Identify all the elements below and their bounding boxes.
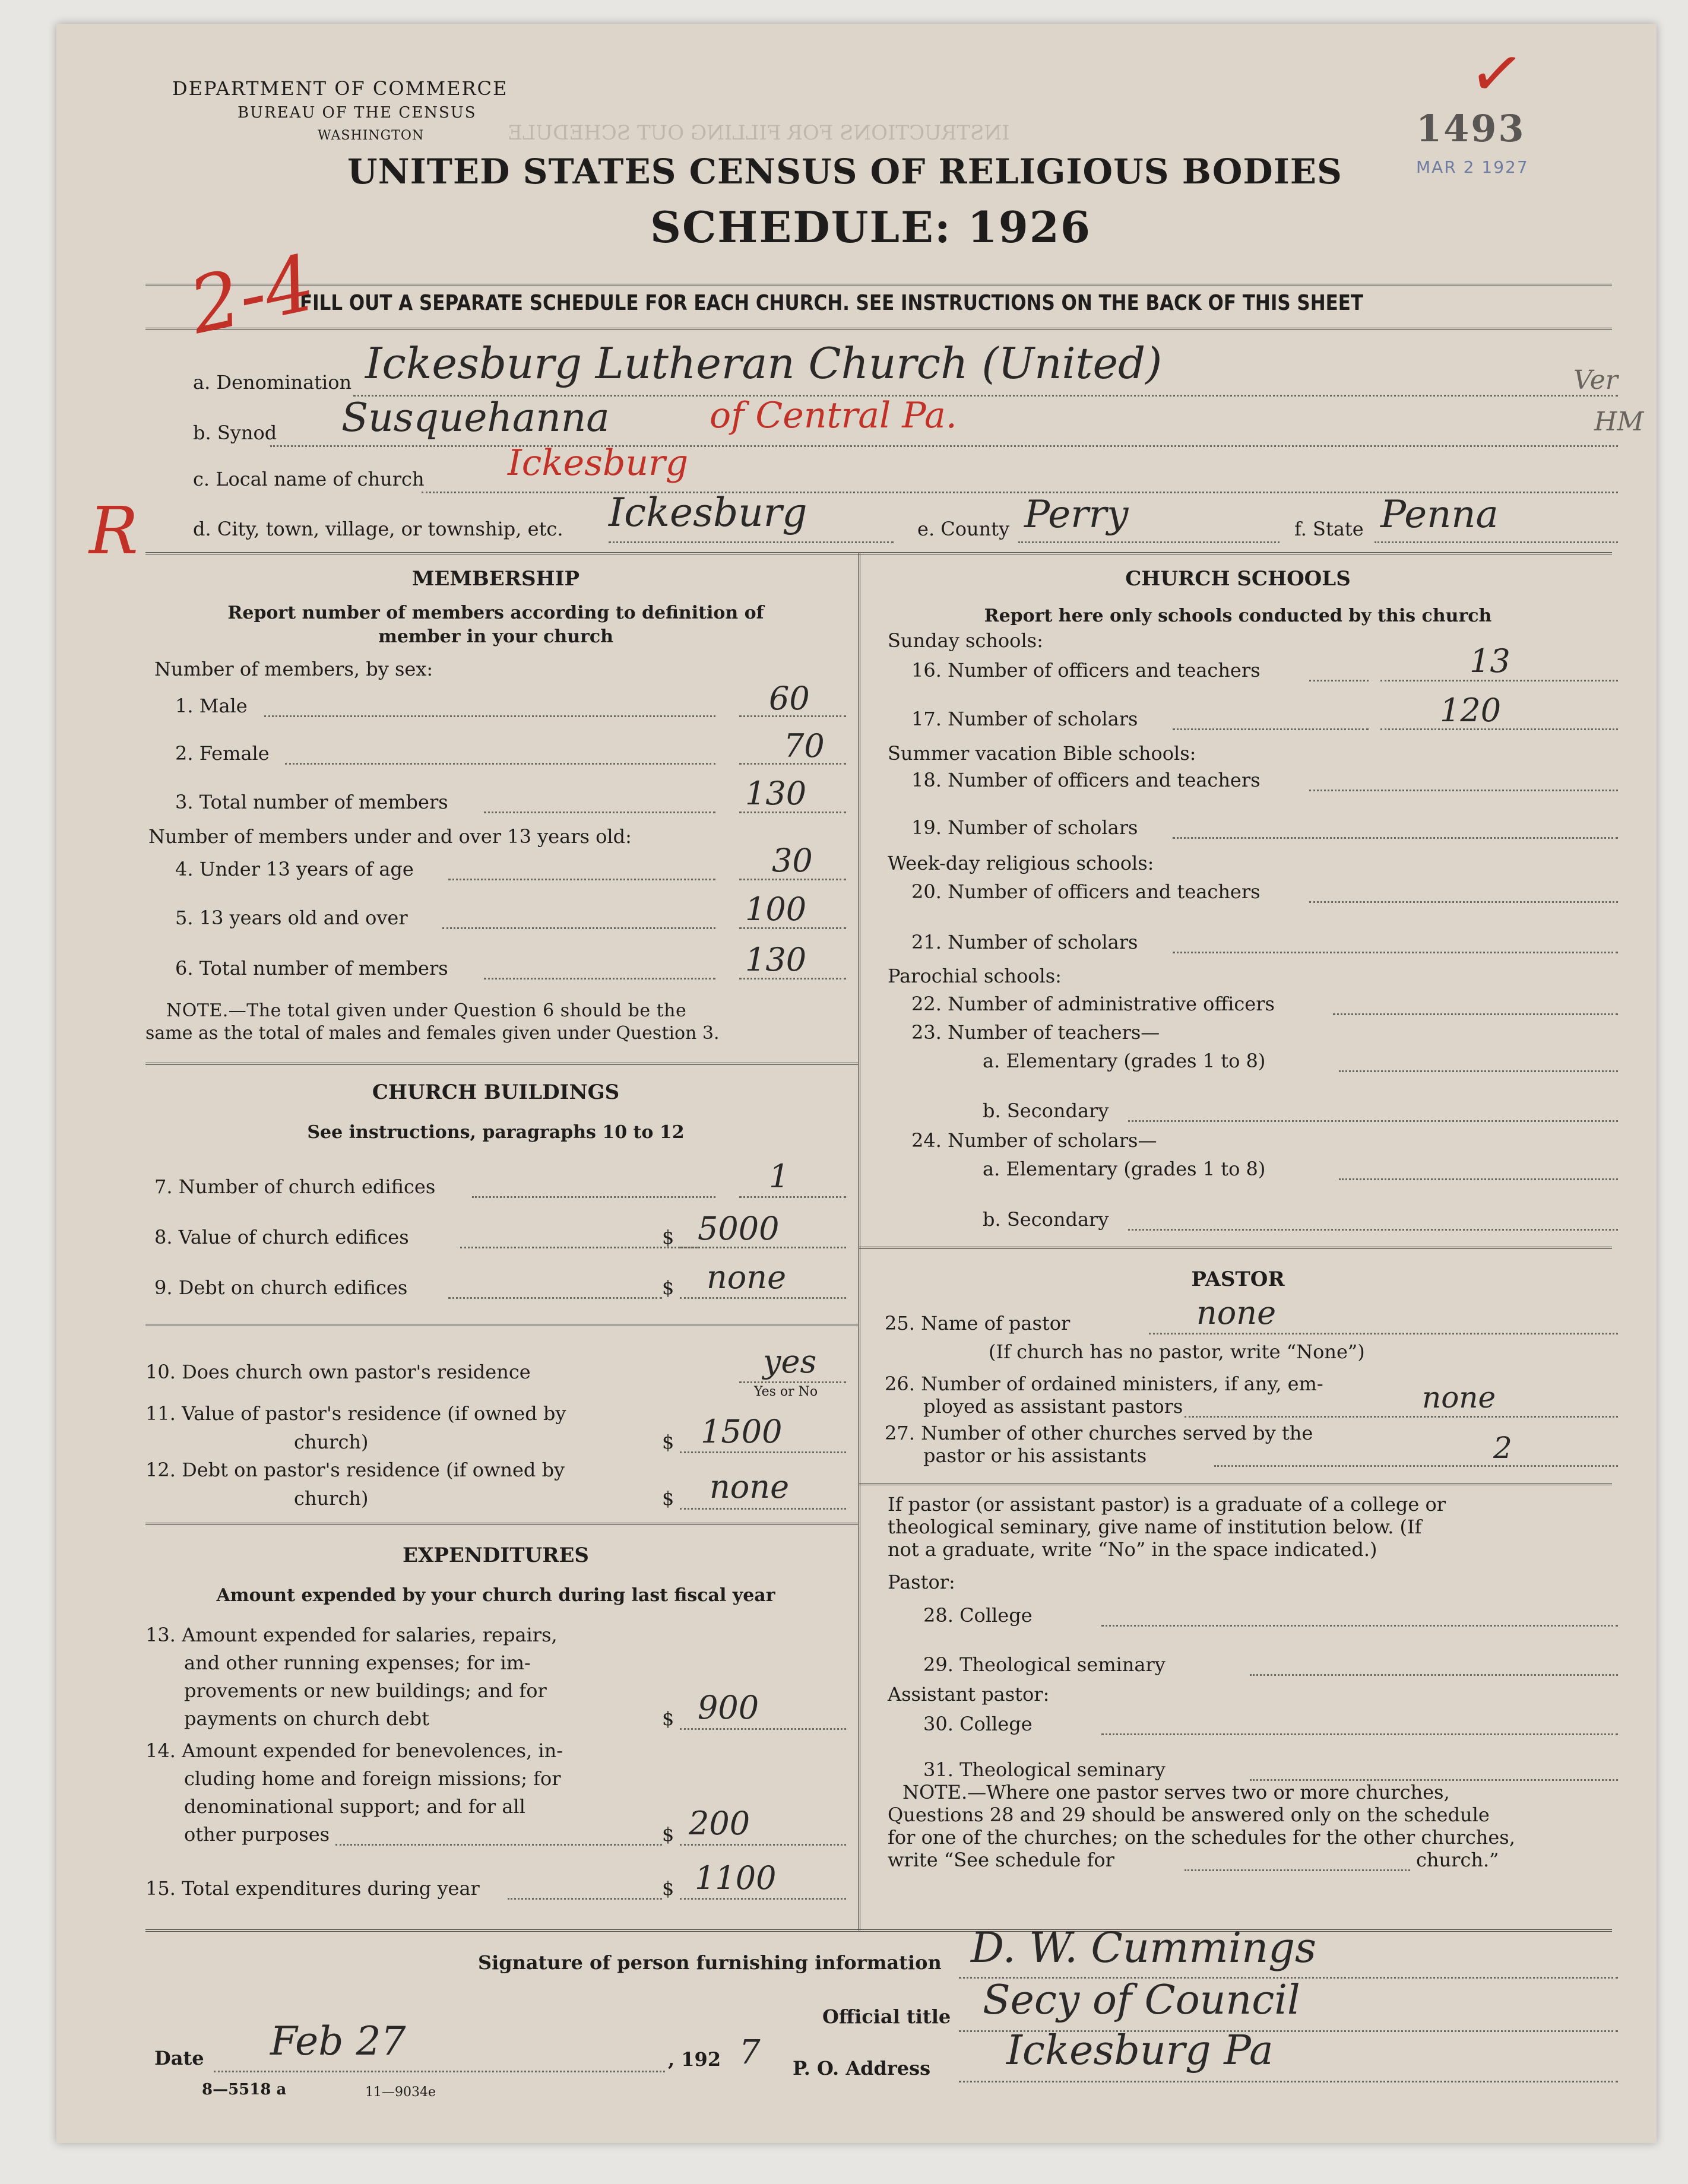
red-check-mark: ✓ xyxy=(1464,32,1529,115)
q2-label: 2. Female xyxy=(175,742,270,765)
q16-label: 16. Number of officers and teachers xyxy=(911,659,1261,681)
members-by-sex-label: Number of members, by sex: xyxy=(154,658,433,680)
signature-value[interactable]: D. W. Cummings xyxy=(971,1923,1316,1972)
red-r-mark: R xyxy=(89,493,138,569)
date-value[interactable]: Feb 27 xyxy=(270,2018,406,2064)
q7-value-line xyxy=(739,1196,846,1198)
membership-subheading-2: member in your church xyxy=(378,626,613,647)
synod-line xyxy=(270,445,1618,447)
q4-line xyxy=(448,879,715,880)
bleed-through-heading: INSTRUCTIONS FOR FILLING OUT SCHEDULE xyxy=(508,121,1010,145)
q25-note: (If church has no pastor, write “None”) xyxy=(989,1340,1365,1363)
membership-note-1: NOTE.—The total given under Question 6 should be the xyxy=(166,1000,687,1021)
pastor-note-blank xyxy=(1185,1869,1410,1871)
graduate-instruction-3: not a graduate, write “No” in the space indicated.) xyxy=(888,1538,1377,1561)
q9-value[interactable]: none xyxy=(707,1259,787,1296)
q7-label: 7. Number of church edifices xyxy=(154,1175,436,1198)
year-prefix: , 192 xyxy=(668,2048,721,2071)
q25-label: 25. Name of pastor xyxy=(885,1312,1071,1335)
column-divider xyxy=(858,553,860,1931)
buildings-heading: CHURCH BUILDINGS xyxy=(372,1080,620,1104)
q6-value-line xyxy=(739,978,846,980)
q13-label-line-1: 13. Amount expended for salaries, repairs, xyxy=(145,1624,558,1646)
q1-value-line xyxy=(739,715,846,717)
q31-label: 31. Theological seminary xyxy=(923,1758,1166,1781)
q18-label: 18. Number of officers and teachers xyxy=(911,769,1261,791)
q14-label-line-2: cluding home and foreign missions; for xyxy=(184,1767,561,1790)
q9-label: 9. Debt on church edifices xyxy=(154,1276,408,1299)
yes-no-caption: Yes or No xyxy=(754,1384,818,1399)
q15-value[interactable]: 1100 xyxy=(695,1859,777,1897)
q20-line xyxy=(1309,901,1618,903)
synod-red-addition: of Central Pa. xyxy=(710,395,957,436)
q24-label: 24. Number of scholars— xyxy=(911,1129,1157,1152)
bureau-name: BUREAU OF THE CENSUS xyxy=(237,104,477,122)
q23a-label: a. Elementary (grades 1 to 8) xyxy=(983,1050,1266,1072)
q12-dollar-sign: $ xyxy=(662,1487,674,1510)
pastor-note-1: NOTE.—Where one pastor serves two or more churches, xyxy=(902,1781,1450,1803)
local-name-value[interactable]: Ickesburg xyxy=(508,442,689,484)
year-value[interactable]: 7 xyxy=(739,2033,761,2072)
q11-label-line-1: 11. Value of pastor's residence (if owned by xyxy=(145,1402,566,1425)
q13-label-line-4: payments on church debt xyxy=(184,1707,429,1730)
q13-label-line-2: and other running expenses; for im- xyxy=(184,1652,531,1674)
city-line xyxy=(609,541,894,543)
q12-label-line-2: church) xyxy=(294,1487,369,1510)
state-value[interactable]: Penna xyxy=(1380,493,1499,537)
q13-label-line-3: provements or new buildings; and for xyxy=(184,1679,547,1702)
q5-value[interactable]: 100 xyxy=(745,890,807,928)
q4-label: 4. Under 13 years of age xyxy=(175,858,414,880)
city-value[interactable]: Ickesburg xyxy=(609,490,807,535)
q2-value[interactable]: 70 xyxy=(784,727,825,765)
q23b-label: b. Secondary xyxy=(983,1099,1109,1122)
q12-value[interactable]: none xyxy=(710,1468,790,1505)
form-number: 8—5518 a xyxy=(202,2081,287,2099)
q7-value[interactable]: 1 xyxy=(769,1158,790,1195)
bureau-city: WASHINGTON xyxy=(318,128,425,143)
q11-value[interactable]: 1500 xyxy=(701,1413,783,1450)
q1-line xyxy=(264,715,715,717)
q1-value[interactable]: 60 xyxy=(769,680,810,717)
pastor-note-4: write “See schedule for xyxy=(888,1849,1114,1871)
q10-label: 10. Does church own pastor's residence xyxy=(145,1361,531,1383)
under-over-label: Number of members under and over 13 years old: xyxy=(148,825,632,848)
q12-value-line xyxy=(680,1508,846,1510)
q8-value[interactable]: 5000 xyxy=(698,1210,780,1247)
q3-value-line xyxy=(739,812,846,813)
q17-value-line xyxy=(1380,728,1618,730)
schools-rule xyxy=(859,1247,1612,1249)
q15-value-line xyxy=(680,1898,846,1900)
q14-value[interactable]: 200 xyxy=(689,1805,750,1842)
q23a-line xyxy=(1339,1070,1618,1072)
q17-value[interactable]: 120 xyxy=(1440,692,1502,729)
weekday-schools-label: Week-day religious schools: xyxy=(888,852,1154,874)
q27-value[interactable]: 2 xyxy=(1493,1431,1512,1465)
denomination-value[interactable]: Ickesburg Lutheran Church (United) xyxy=(365,338,1163,388)
q3-line xyxy=(484,812,715,813)
q9-dollar-sign: $ xyxy=(662,1276,674,1299)
pastor-note-2: Questions 28 and 29 should be answered only on the schedule xyxy=(888,1803,1490,1826)
q2-line xyxy=(285,763,715,765)
county-line xyxy=(1018,541,1280,543)
assistant-pastor-sub-label: Assistant pastor: xyxy=(888,1683,1050,1706)
q30-label: 30. College xyxy=(923,1713,1033,1735)
q13-dollar-sign: $ xyxy=(662,1707,674,1730)
buildings-mid-rule xyxy=(145,1324,858,1326)
schools-subheading: Report here only schools conducted by this church xyxy=(984,606,1492,626)
expenditures-subheading: Amount expended by your church during last fiscal year xyxy=(216,1585,775,1606)
census-form-sheet xyxy=(56,24,1657,2143)
q26-label-line-1: 26. Number of ordained ministers, if any, em- xyxy=(885,1372,1323,1395)
fill-out-instruction: FILL OUT A SEPARATE SCHEDULE FOR EACH CHURCH. SEE INSTRUCTIONS ON THE BACK OF THIS SHEET xyxy=(300,291,1364,315)
q27-label-line-2: pastor or his assistants xyxy=(923,1444,1147,1467)
body-bottom-rule xyxy=(145,1929,1612,1932)
q5-value-line xyxy=(739,927,846,929)
po-address-line xyxy=(959,2081,1618,2082)
q2-value-line xyxy=(739,763,846,765)
state-line xyxy=(1375,541,1618,543)
date-label: Date xyxy=(154,2047,204,2069)
q5-label: 5. 13 years old and over xyxy=(175,906,408,929)
q8-dollar-sign: $ xyxy=(662,1226,674,1248)
red-file-code: 2-4 xyxy=(182,237,322,352)
schedule-title: SCHEDULE: 1926 xyxy=(650,202,1091,252)
q11-value-line xyxy=(680,1451,846,1453)
pastor-mid-rule xyxy=(859,1483,1612,1485)
graduate-instruction-1: If pastor (or assistant pastor) is a graduate of a college or xyxy=(888,1493,1446,1516)
q18-line xyxy=(1309,790,1618,791)
sunday-schools-label: Sunday schools: xyxy=(888,629,1043,652)
q28-label: 28. College xyxy=(923,1604,1033,1627)
city-label: d. City, town, village, or township, etc. xyxy=(193,518,563,540)
q12-label-line-1: 12. Debt on pastor's residence (if owned by xyxy=(145,1459,565,1481)
q10-value[interactable]: yes xyxy=(763,1343,817,1380)
q9-value-line xyxy=(680,1297,846,1299)
q30-line xyxy=(1101,1733,1618,1735)
pastor-note-5: church.” xyxy=(1416,1849,1499,1871)
q19-label: 19. Number of scholars xyxy=(911,816,1138,839)
q26-value[interactable]: none xyxy=(1422,1380,1496,1415)
synod-label: b. Synod xyxy=(193,421,277,444)
q15-line xyxy=(508,1898,662,1900)
q26-line xyxy=(1185,1416,1618,1418)
buildings-subheading: See instructions, paragraphs 10 to 12 xyxy=(307,1122,685,1143)
q24b-line xyxy=(1128,1229,1618,1231)
stamp-date: MAR 2 1927 xyxy=(1416,157,1529,177)
q15-label: 15. Total expenditures during year xyxy=(145,1877,480,1900)
q6-value[interactable]: 130 xyxy=(745,941,807,978)
q8-value-line xyxy=(680,1247,846,1248)
po-address-label: P. O. Address xyxy=(793,2057,931,2080)
q13-value[interactable]: 900 xyxy=(698,1689,759,1726)
q26-label-line-2: ployed as assistant pastors xyxy=(923,1395,1183,1418)
q14-label-line-3: denominational support; and for all xyxy=(184,1795,525,1818)
print-number: 11—9034e xyxy=(365,2085,436,2100)
q14-value-line xyxy=(680,1844,846,1846)
county-label: e. County xyxy=(917,518,1010,540)
q3-label: 3. Total number of members xyxy=(175,791,448,813)
schools-heading: CHURCH SCHOOLS xyxy=(1125,567,1351,591)
margin-note-2: HM xyxy=(1594,407,1644,437)
q7-line xyxy=(472,1196,715,1198)
membership-note-2: same as the total of males and females given under Question 3. xyxy=(145,1023,720,1044)
q21-label: 21. Number of scholars xyxy=(911,931,1138,953)
synod-value[interactable]: Susquehanna xyxy=(341,395,610,440)
expenditures-heading: EXPENDITURES xyxy=(403,1543,589,1567)
q22-label: 22. Number of administrative officers xyxy=(911,993,1275,1015)
q29-line xyxy=(1250,1674,1618,1676)
q5-line xyxy=(442,927,715,929)
q1-label: 1. Male xyxy=(175,695,248,717)
state-label: f. State xyxy=(1294,518,1364,540)
q14-label-line-1: 14. Amount expended for benevolences, in- xyxy=(145,1739,563,1762)
q10-value-line xyxy=(739,1381,846,1383)
q23-label: 23. Number of teachers— xyxy=(911,1021,1160,1044)
graduate-instruction-2: theological seminary, give name of institution below. (If xyxy=(888,1516,1422,1538)
q11-dollar-sign: $ xyxy=(662,1431,674,1453)
q21-line xyxy=(1173,952,1618,953)
buildings-rule xyxy=(145,1523,858,1525)
q24b-label: b. Secondary xyxy=(983,1208,1109,1231)
q8-label: 8. Value of church edifices xyxy=(154,1226,409,1248)
q14-line xyxy=(335,1844,662,1846)
q11-label-line-2: church) xyxy=(294,1431,369,1453)
q24a-line xyxy=(1339,1178,1618,1180)
summer-schools-label: Summer vacation Bible schools: xyxy=(888,742,1196,765)
instruction-rule xyxy=(145,328,1612,330)
q27-label-line-1: 27. Number of other churches served by the xyxy=(885,1422,1313,1444)
margin-note-1: Ver xyxy=(1573,365,1618,395)
pastor-sub-label: Pastor: xyxy=(888,1571,955,1593)
q23b-line xyxy=(1128,1120,1618,1122)
q29-label: 29. Theological seminary xyxy=(923,1653,1166,1676)
q24a-label: a. Elementary (grades 1 to 8) xyxy=(983,1158,1266,1180)
q14-label-line-4: other purposes xyxy=(184,1823,330,1846)
q16-value-line xyxy=(1380,680,1618,681)
po-address-value[interactable]: Ickesburg Pa xyxy=(1006,2027,1274,2074)
q16-line xyxy=(1309,680,1369,681)
stamp-number: 1493 xyxy=(1416,107,1526,150)
q13-value-line xyxy=(680,1728,846,1730)
q22-line xyxy=(1333,1013,1618,1015)
q15-dollar-sign: $ xyxy=(662,1877,674,1900)
q27-line xyxy=(1214,1465,1618,1467)
q9-line xyxy=(448,1297,662,1299)
q16-value[interactable]: 13 xyxy=(1470,642,1510,680)
pastor-heading: PASTOR xyxy=(1191,1267,1285,1291)
q3-value[interactable]: 130 xyxy=(745,775,807,812)
signature-label: Signature of person furnishing information xyxy=(478,1951,942,1974)
membership-subheading-1: Report number of members according to definition of xyxy=(227,603,764,623)
date-line xyxy=(214,2071,665,2072)
q19-line xyxy=(1173,837,1618,839)
q14-dollar-sign: $ xyxy=(662,1823,674,1846)
q17-line xyxy=(1173,728,1369,730)
q25-line xyxy=(1149,1333,1618,1335)
denomination-label: a. Denomination xyxy=(193,371,352,394)
q20-label: 20. Number of officers and teachers xyxy=(911,880,1261,903)
local-name-label: c. Local name of church xyxy=(193,468,425,490)
membership-rule xyxy=(145,1063,858,1065)
q4-value[interactable]: 30 xyxy=(772,842,813,879)
top-section-rule xyxy=(145,552,1612,554)
pastor-note-3: for one of the churches; on the schedules for the other churches, xyxy=(888,1826,1515,1849)
official-title-label: Official title xyxy=(822,2005,951,2028)
membership-heading: MEMBERSHIP xyxy=(411,567,580,591)
parochial-schools-label: Parochial schools: xyxy=(888,965,1062,987)
q28-line xyxy=(1101,1625,1618,1627)
form-title: UNITED STATES CENSUS OF RELIGIOUS BODIES xyxy=(347,151,1342,192)
department-name: DEPARTMENT OF COMMERCE xyxy=(172,77,508,100)
official-title-value[interactable]: Secy of Council xyxy=(983,1977,1300,2024)
q17-label: 17. Number of scholars xyxy=(911,708,1138,730)
q6-label: 6. Total number of members xyxy=(175,957,448,980)
q4-value-line xyxy=(739,879,846,880)
header-rule xyxy=(145,284,1612,286)
q6-line xyxy=(484,978,715,980)
county-value[interactable]: Perry xyxy=(1024,493,1129,537)
q25-value[interactable]: none xyxy=(1196,1294,1277,1332)
